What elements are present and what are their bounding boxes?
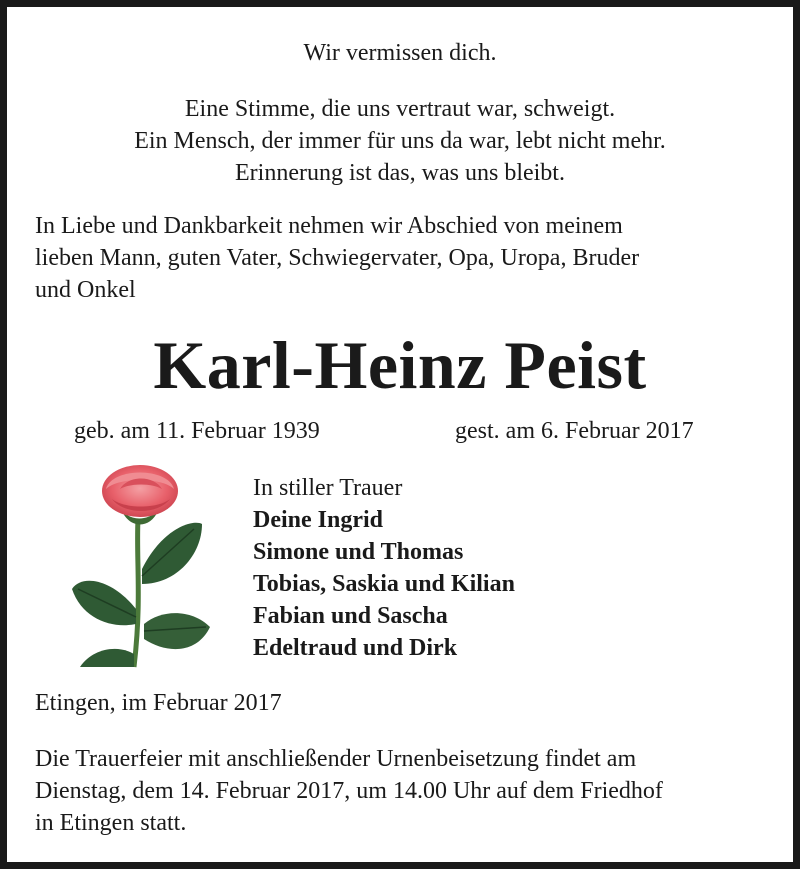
service-line-2: Dienstag, dem 14. Februar 2017, um 14.00 Uhr auf dem Friedhof bbox=[35, 778, 663, 804]
poem-line-2: Ein Mensch, der immer für uns da war, lebt nicht mehr. bbox=[134, 128, 666, 154]
mourner-1: Deine Ingrid bbox=[253, 507, 384, 533]
intro-line-1: In Liebe und Dankbarkeit nehmen wir Abschied von meinem bbox=[35, 213, 623, 239]
service-line-1: Die Trauerfeier mit anschließender Urnenbeisetzung findet am bbox=[35, 746, 637, 772]
poem-line-3: Erinnerung ist das, was uns bleibt. bbox=[235, 160, 565, 186]
mourner-5: Edeltraud und Dirk bbox=[253, 635, 458, 661]
mourning-heading: In stiller Trauer bbox=[253, 475, 403, 501]
death-date: gest. am 6. Februar 2017 bbox=[455, 418, 694, 444]
mourner-2: Simone und Thomas bbox=[253, 539, 464, 565]
motto: Wir vermissen dich. bbox=[303, 40, 497, 66]
mourner-3: Tobias, Saskia und Kilian bbox=[253, 571, 515, 597]
rose-image bbox=[62, 459, 222, 669]
deceased-name: Karl-Heinz Peist bbox=[153, 327, 647, 403]
service-line-3: in Etingen statt. bbox=[35, 810, 187, 836]
birth-date: geb. am 11. Februar 1939 bbox=[74, 418, 320, 444]
mourners-block bbox=[253, 472, 515, 664]
mourner-4: Fabian und Sascha bbox=[253, 603, 448, 629]
intro-line-3: und Onkel bbox=[35, 277, 136, 303]
poem-line-1: Eine Stimme, die uns vertraut war, schweigt. bbox=[184, 96, 616, 122]
place-date: Etingen, im Februar 2017 bbox=[35, 690, 282, 716]
intro-line-2: lieben Mann, guten Vater, Schwiegervater, Opa, Uropa, Bruder bbox=[35, 245, 640, 271]
